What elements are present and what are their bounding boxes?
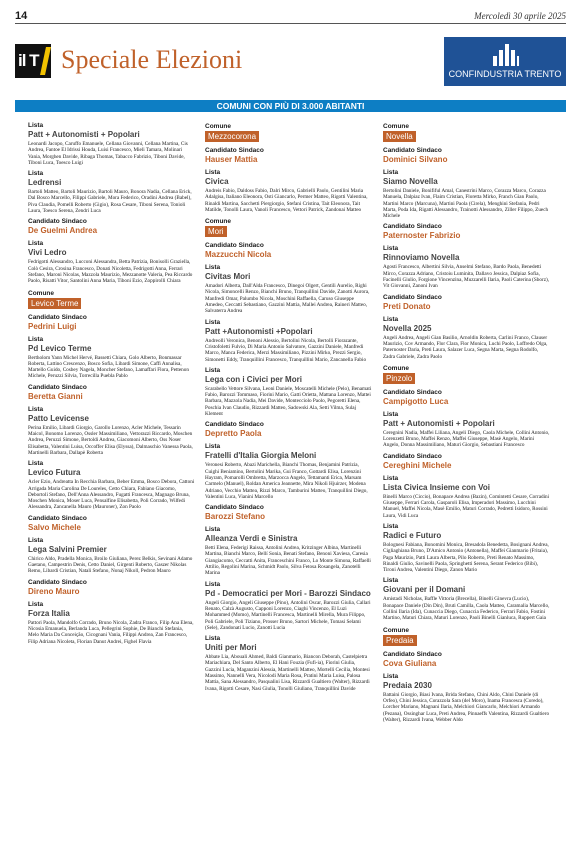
list-name: Patt + Autonomisti + Popolari <box>28 130 140 139</box>
lista-block <box>383 411 550 449</box>
list-members: Betti Elena, Federigi Raissa, Antolini Andrea, Kritzinger Albina, Martinelli Martina, Bianchi Marco, Bellí Sonia, Benati Stefano, Benoni Xaviesa, Caresia Giangiacomo, Ceccatti Anita, Franceschini Franco, Lo Monte Simona, Raffaelli Attilio, Regolini Marina, Schmidt Paolo, Silva Fetosa Rosangela, Zanotelli Marina <box>205 545 371 577</box>
comune-name: Mezzocorona <box>205 131 259 142</box>
lista-block <box>28 170 195 214</box>
list-members: Scarabello Vettore Silvana, Leoni Daniele, Moscatelli Michele (Pelo), Benamati Fabio, Barozzi Tommaso, Fiorini Mario, Gatti Orietta, Mattana Lorenzo, Mattei Barbara, Mazzola Nadia, Mei Davide, Montecciolo Paolo, Pegoretti Elena, Poschia Ivan Claudio, Rizzardi Matteo, Sadowski Ala, Setti Vilma, Sulaj Klement <box>205 385 372 418</box>
list-label: Lista <box>383 577 399 585</box>
section-banner: COMUNI CON PIÙ DI 3.000 ABITANTI <box>15 100 566 112</box>
list-members: Ceregnini Nadia, Maffei Liliana, Angeli Diego, Caola Michele, Collini Antonio, Lorenzetti Bruno, Maffei Renzo, Maffei Giuseppe, Masè Angelo, Marini Angelo, Donna Massimiliano, Maturi Giorgio, Sebastiani Francesco <box>383 429 550 449</box>
list-members: Amistadi Nicholas, Baffle Vittoria (Brecella), Binelli Ginevra (Lucio), Bonapace Daniele (Din Din), Bruti Camilla, Caola Matteo, Caramalia Marcello, Collini Ilaria (Ida), Cunaccia Diego, Cunaccia Federico, Ferrari Fabio, Fostini Martino, Maturi Chiara, Maturi Lorenzo, Paoli Binelli Gianluca, Ruppert Gaia <box>383 596 550 622</box>
lista-block <box>205 526 372 576</box>
list-label: Lista <box>28 335 44 343</box>
list-members: Bertolini Daniele, Bonififul Amal, Canestrini Marco, Corazza Marco, Corazza Manuela, Dalpiaz Ivan, Flaim Cristian, Floretta Mirko, Franch Gian Paolo, Martini Marco (Marcuna), Martini Paola (Cirela), Menghini Stefania, Pedri Marta, Poda Ida, Rigatti Alessandro, Trainotti Alessandro, Ziller Filippo, Zuech Michele <box>383 188 549 220</box>
list-label: Lista <box>205 580 221 588</box>
candidate-name: Barozzi Stefano <box>205 512 266 522</box>
logo-accent-mark <box>40 47 51 75</box>
list-label: Lista <box>28 122 44 129</box>
list-name: Alleanza Verdi e Sinistra <box>205 534 298 544</box>
list-members: Angeli Andrea, Angeli Gian Basilio, Arnoldin Roberta, Carlini Franco, Clauser Maurizio, Cov Armando, Flor Clara, Flor Monica, Luchi Paolo, Loffredo Olga, Paternoster Daria, Preti Laura, Salazer Luca, Segna Marta, Segna Rodolfo, Zadra Gabriele, Zadra Paolo <box>383 334 548 360</box>
lista-block <box>383 523 550 573</box>
list-label: Lista <box>205 443 221 451</box>
list-members: Andreolli Veronica, Benoni Alessio, Bertolini Nicola, Bertolli Fiorazante, Cristofoletti Fulvio, Di Maria Antonio Salvatore, Gazzini Daniele, Manfredi Marco, Manca Federica, Merzi Massimiliano, Pizzini Mirko, Prezzi Sergio, Simonetti Eddy, Tranquillini Francesco, Tranquillini Mario, Zancanella Fabio <box>205 337 367 363</box>
candidate-label: Candidato Sindaco <box>383 293 442 301</box>
list-label: Lista <box>205 318 221 326</box>
column-3 <box>383 118 550 723</box>
column-2 <box>205 118 372 692</box>
list-label: Lista <box>28 460 44 468</box>
list-members: Leonardi Jacopo, Caruffo Emanuele, Cellana Giovanni, Cellana Martina, Cis Andrea, Fantoe El Idrissi Houda, Luisi Francesco, Mieli Tamara, Molinari Vania, Morghen Davide, Ribaga Thomas, Tabacco Fabrizio, Tiboni Davide, Tiboni Luca, Toesco Luigi <box>28 141 188 166</box>
candidate-label: Candidato Sindaco <box>383 650 442 658</box>
list-label: Lista <box>28 170 44 178</box>
list-name: Lega Salvini Premier <box>28 544 107 554</box>
candidato-block <box>383 294 550 312</box>
logo-text: il T <box>18 51 39 70</box>
comune-label: Comune <box>205 218 231 226</box>
comune-block <box>205 123 372 143</box>
candidate-name: Beretta Gianni <box>28 391 83 401</box>
candidate-name: Paternoster Fabrizio <box>383 231 461 241</box>
comune-name: Predaia <box>383 635 417 646</box>
candidate-label: Candidato Sindaco <box>205 504 264 512</box>
list-name: Giovani per il Domani <box>383 585 466 595</box>
lista-block <box>205 264 372 314</box>
list-label: Lista <box>28 536 44 544</box>
list-name: Vivi Ledro <box>28 248 67 258</box>
list-name: Ledrensi <box>28 178 62 188</box>
candidate-name: Cova Giuliana <box>383 658 437 668</box>
list-label: Lista <box>28 240 44 248</box>
list-members: Binelli Marco (Ciccio), Bonapace Andrea (Bazin), Comintetti Cesare, Corradini Giuseppe, Ferrari Carola, Gasparoli Elisa, Imperadori Massimo, Lucchini Manuel, Maffei Nicola, Masè Emilio, Maturi Corrado, Pedretti Isidoro, Rossini Laura, Vidi Luca <box>383 493 550 519</box>
list-name: Fratelli d'Italia Giorgia Meloni <box>205 451 317 461</box>
candidate-name: Preti Donato <box>383 301 431 311</box>
lista-block <box>205 581 372 631</box>
lista-block <box>205 367 372 417</box>
lista-block <box>28 460 195 510</box>
list-members: Amadori Alberta, Dall'Alda Francesco, Dinegoi Olgert, Gentili Aurelio, Righi Nicola, Simoncelli Renzo, Bianchi Bruno, Tranquillini Davide, Zanotti Aurora, Manfredi Omar, Palumbo Nicola, Moschini Raffaella, Caruso Giuseppe Amedeo, Ceccatti Sebastiano, Gazzini Mattia, Mallei Andrea, Raineri Matteo, Salvaterra Andrea <box>205 283 370 315</box>
list-name: Levico Futura <box>28 468 81 478</box>
list-members: Pattori Paola, Mandolfo Corrado, Bruno Nicola, Zadra Franco, Filip Ana Elena, Nicosia Emanuela, Berlanda Luca, Pellegrini Sophie, De Bianchi Stefania, Melo Maria Da Conceição, Cicognani Vania, Filippi Andrea, Zan Francesco, Filip Adriana Nicoleta, Florian Danut Andrei, Fighel Flavia <box>28 619 194 645</box>
comune-label: Comune <box>383 626 409 634</box>
page-date: Mercoledì 30 aprile 2025 <box>474 11 566 21</box>
candidate-name: De Guelmi Andrea <box>28 226 98 236</box>
comune-label: Comune <box>28 289 54 297</box>
list-label: Lista <box>383 672 399 680</box>
list-members: Bolognesi Fabiana, Bonomini Monica, Bresadola Benedetta, Bosignani Andrea, Cigliaghiana Bruno, D'Amico Antonio (Antonella), Maffei Gianmario (Fritaia), Paga Maurizio, Patti Laura Alberta, Pilo Roberto, Preti Renato Massimo, Rinaldi Giulio, Savinelli Paola, Springhetti Serena, Serant Federico (Bibi), Tironi Andrea, Valentini Diego, Zanon Mario <box>383 541 549 574</box>
candidato-block <box>383 389 550 407</box>
list-label: Lista <box>383 245 399 253</box>
comune-label: Comune <box>205 123 231 130</box>
lista-block <box>28 336 195 380</box>
list-members: Angeli Giorgio, Angeli Giuseppe (Pino), Antolini Oscar, Barozzi Giulia, Callari Renato, Calzà Augusto, Capponi Lorenzo, Ciaghi Vincenzo, El Luzi Mohammed (Momo), Martinelli Francesca, Martinelli Mirella, Mura Filippo, Poli Gabriele, Poli Tiziano, Prosser Bruno, Sartori Michele, Tomasi Selami (Sele), Zandonati Lucio, Zanotti Lucia <box>205 599 371 631</box>
lista-block <box>28 240 195 284</box>
list-label: Lista <box>383 315 399 323</box>
comune-block <box>383 365 550 385</box>
candidato-block <box>383 147 550 165</box>
candidato-block <box>205 421 372 439</box>
candidate-label: Candidato Sindaco <box>383 452 442 460</box>
list-name: Civica <box>205 177 229 186</box>
lista-block <box>205 635 372 692</box>
candidate-label: Candidato Sindaco <box>28 578 87 586</box>
comune-block <box>383 627 550 647</box>
list-members: Battaini Giorgio, Biasi Ivana, Brida Stefano, Chini Aldo, Chini Daniele (di Orfeo), Chini Jessica, Corazzola Sara (del Moro), Inama Francesca (Coredo), Lorcher Mariano, Magnani Ilaria, Melchiori Giancarlo, Melchiori Armando (Pezana), Ossinghar Luca, Preti Andrea, Pinnaeffs Valentina, Rizzardi Gualtiero (Walter), Rizzardi Ivana, Webber Aldo <box>383 691 550 723</box>
candidato-block <box>28 384 195 402</box>
lista-block <box>205 443 372 500</box>
list-members: Veronesi Roberto, Abazi Marichella, Bianchi Thomas, Benjamini Patrizia, Cuighi Beniamino, Bertolini Marika, Gui Franco, Gottardi Elisa, Lorenzini Hayram, Pomarolli Ombretta, Marzocca Angelo, Tettamanti Erica, Marsam Carmelo (Manuel), Roldan America Jeannette, Mira Nikoli Hjuirzer, Modena Adriano, Vecchio Mattea, Rizzi Marco, Tamburini Matteo, Tranquillini Diego, Valentini Luca, Vianini Marcello <box>205 462 368 500</box>
list-name: Pd Levico Terme <box>28 343 92 353</box>
section-title: Speciale Elezioni <box>61 45 243 74</box>
newspaper-logo <box>15 44 51 78</box>
candidate-name: Cereghini Michele <box>383 460 452 470</box>
candidate-label: Candidato Sindaco <box>28 313 87 321</box>
list-name: Forza Italia <box>28 608 70 618</box>
list-label: Lista <box>205 366 221 374</box>
comune-label: Comune <box>383 123 409 130</box>
candidate-label: Candidato Sindaco <box>205 421 264 429</box>
candidato-block <box>205 147 372 165</box>
candidate-name: Dominici Silvano <box>383 155 448 164</box>
column-1 <box>28 118 195 645</box>
lista-block <box>383 673 550 723</box>
sponsor-emblem-icon <box>491 40 519 66</box>
comune-name: Pinzolo <box>383 373 415 384</box>
lista-block <box>383 316 550 360</box>
comune-name: Mori <box>205 226 227 237</box>
lista-block <box>28 406 195 456</box>
candidato-block <box>205 242 372 260</box>
candidate-name: Pedrini Luigi <box>28 321 77 331</box>
candidato-block <box>28 579 195 597</box>
candidato-block <box>28 314 195 332</box>
list-members: Agosti Francesco, Albertini Silvia, Anselmi Stefano, Bardo Paola, Benedetti Mirco, Corazza Adriano, Cristoiu Luminita, Dallavo Jessica, Dalpiaz Sofia, Facinelli Giulio, Forgione Vincenzina, Muzzarelli Ilaria, Paoli Caterina (Sborz), Vit Giovanni, Zanoni Ivan <box>383 264 550 290</box>
list-label: Lista <box>383 169 399 176</box>
list-name: Civitas Mori <box>205 272 251 282</box>
candidate-label: Candidato Sindaco <box>383 223 442 231</box>
list-members: Acler Ezio, Andreatta In Recchia Barbara, Beber Emma, Bosco Debora, Cattoni Arrigada Maria Carolina De Loureles, Cetto Chiara, Fabiano Giacomo, Debortoli Stefano, Dell'Anna Alessandro, Fugatti Francesca, Magnago Bruna, Moschen Monica, Moser Luca, Pensalfine Elisabetta, Poli Corrado, Wilfedi Alessandra, Zancanella Mauro (Mauroner), Zon Paolo <box>28 479 195 511</box>
list-name: Pd - Democratici per Mori - Barozzi Sindaco <box>205 588 371 598</box>
lista-block <box>383 245 550 289</box>
candidate-name: Mazzucchi Nicola <box>205 250 272 260</box>
list-name: Lega con i Civici per Mori <box>205 374 302 384</box>
candidate-label: Candidato Sindaco <box>205 147 264 154</box>
candidate-name: Campigotto Luca <box>383 396 449 406</box>
list-label: Lista <box>383 474 399 482</box>
list-label: Lista <box>28 600 44 608</box>
page-number: 14 <box>15 10 28 22</box>
candidate-label: Candidato Sindaco <box>28 514 87 522</box>
lista-block <box>28 122 195 166</box>
list-label: Lista <box>28 405 44 413</box>
list-members: Perina Emilio, Libardi Giorgio, Garollo Lorenzo, Acler Michele, Tessarin Maicol, Bonomo Lorenzo, Ossler Massimiliano, Vettorazzi Riccardo, Moschen Andrea, Peruzzi Simone, Bertoldi Andrea, Giacomoni Alberto, Oss Noser Elisabetta, Valentini Luisa, Occoffer Elisa (Elyssa), Dalmaschio Vanessa Paola, Martinelli Barbara, Dallapè Roberta <box>28 424 193 456</box>
candidato-block <box>383 223 550 241</box>
list-name: Patto Levicense <box>28 413 89 423</box>
list-members: Bartoli Matteo, Bartoli Maurizio, Bartoli Mauro, Bonora Nadia, Cellana Erick, Dal Bosco Marcello, Filippi Gabriele, Mora Federico, Oradini Andrea (Babel), Piva Claudia, Pomelli Roberto (Gigio), Rosa Cesare, Tiboni Serena, Tonioli Laura, Toesco Serena, Zendri Luca <box>28 189 192 215</box>
list-label: Lista <box>205 635 221 643</box>
list-name: Novella 2025 <box>383 323 432 333</box>
candidato-block <box>28 218 195 236</box>
list-name: Predaia 2030 <box>383 680 432 690</box>
lista-block <box>28 537 195 575</box>
candidate-label: Candidato Sindaco <box>205 242 264 250</box>
list-name: Lista Civica Insieme con Voi <box>383 482 490 492</box>
list-label: Lista <box>205 526 221 534</box>
candidate-name: Hauser Mattia <box>205 155 258 164</box>
comune-block <box>28 290 195 310</box>
list-members: Chirico Aldo, Pradella Monica, Broilo Giuliana, Perez Belkis, Sevinani Adamo Gaetano, Campestrin Denis, Cetto Daniel, Girgenti Roberto, Gaszer Nikolas Remo, Libardi Cristian, Natali Stefano, Nonaj Nikoll, Pedron Mauro <box>28 555 193 575</box>
candidato-block <box>383 651 550 669</box>
list-name: Patt + Autonomisti + Popolari <box>383 418 495 428</box>
candidate-name: Depretto Paola <box>205 429 262 439</box>
comune-label: Comune <box>383 364 409 372</box>
list-name: Rinnoviamo Novella <box>383 253 460 263</box>
list-label: Lista <box>383 522 399 530</box>
sponsor-name: CONFINDUSTRIA TRENTO <box>448 69 562 79</box>
sponsor-badge <box>444 37 566 86</box>
lista-block <box>383 475 550 519</box>
comune-name: Levico Terme <box>28 298 81 309</box>
list-members: Fedrigotti Alessandro, Lucconi Alessandra, Betta Patrizia, Bonisolli Graziella, Colò Cesira, Crosina Francesco, Donati Nicoletta, Fedrigotti Anna, Ferrari Stefano, Maroni Nicolas, Mazzola Maurizio, Mezzanotte Valeria, Pea Riccardo Paolo, Risatti Vitor, Santolini Anna Maria, Tiboni Ezio, Zoppirolli Chiara <box>28 259 193 285</box>
list-label: Lista <box>205 264 221 272</box>
lista-block <box>205 319 372 363</box>
lista-block <box>383 577 550 621</box>
candidate-label: Candidato Sindaco <box>383 388 442 396</box>
candidate-name: Salvo Michele <box>28 522 81 532</box>
candidate-label: Candidato Sindaco <box>383 147 442 154</box>
candidate-label: Candidato Sindaco <box>28 218 87 226</box>
list-label: Lista <box>205 169 221 176</box>
lista-block <box>205 169 372 213</box>
list-name: Radici e Futuro <box>383 530 442 540</box>
list-members: Abbate Lia, Abouali Ahmed, Baldi Gianmario, Biancon Deborah, Castelpietra Mariachiara, Del Santo Alberto, El Hani Fouzia (Fufi-ia), Fiorini Giulia, Gazzini Lucia, Maganzini Alessia, Martinelli Matteo, Mortelli Cecilia, Montesi Massimo, Nannelli Vera, Nicolodi Maria Rosa, Pratini Maria Luisa, Palosa Mattia, Sana Alessandro, Pasqualini Lisa, Rizzardi Gualtiero (Walter), Rizzardi Ivana, Rigotti Cesare, Nasi Giulia, Tonolli Giuliano, Tranquillini Davide <box>205 654 370 692</box>
lista-block <box>383 169 550 219</box>
candidato-block <box>28 515 195 533</box>
list-label: Lista <box>383 410 399 418</box>
page-header-bar <box>15 10 566 24</box>
lista-block <box>28 601 195 645</box>
comune-name: Novella <box>383 131 416 142</box>
candidate-label: Candidato Sindaco <box>28 383 87 391</box>
candidato-block <box>205 504 372 522</box>
candidato-block <box>383 453 550 471</box>
comune-block <box>383 123 550 143</box>
comune-block <box>205 218 372 238</box>
list-name: Uniti per Mori <box>205 643 257 653</box>
candidate-name: Direno Mauro <box>28 586 80 596</box>
list-members: Andreis Fabio, Daldoss Fabio, Dalri Mirco, Gabrielli Paolo, Gentilini Maria Adalgisa, Italiano Eleonora, Osti Giancarlo, Permer Matteo, Rigotti Valentina, Rinaldi Martina, Sacchetti Piergiorgio, Stefani Cristina, Tait Eleonora, Tait Matilde, Tonolli Laura, Vanoli Francesco, Vettori Patrick, Zandonai Matteo <box>205 188 368 213</box>
list-name: Patt +Autonomisti +Popolari <box>205 326 313 336</box>
list-members: Bertholom Yann Michel Hervé, Bassetti Chiara, Golo Alberto, Bonmassar Roberta, Lattino Crescenzo, Bosco Sofia, Libardi Simone, Caffi Annalisa, Martello Guido, Cosbey Nagela, Moncher Stefano, Lamaffari Flora, Pettenon Michele, Peruzzi Silvia, Torrecilla Puebla Pablo <box>28 354 189 380</box>
list-name: Siamo Novella <box>383 177 438 186</box>
